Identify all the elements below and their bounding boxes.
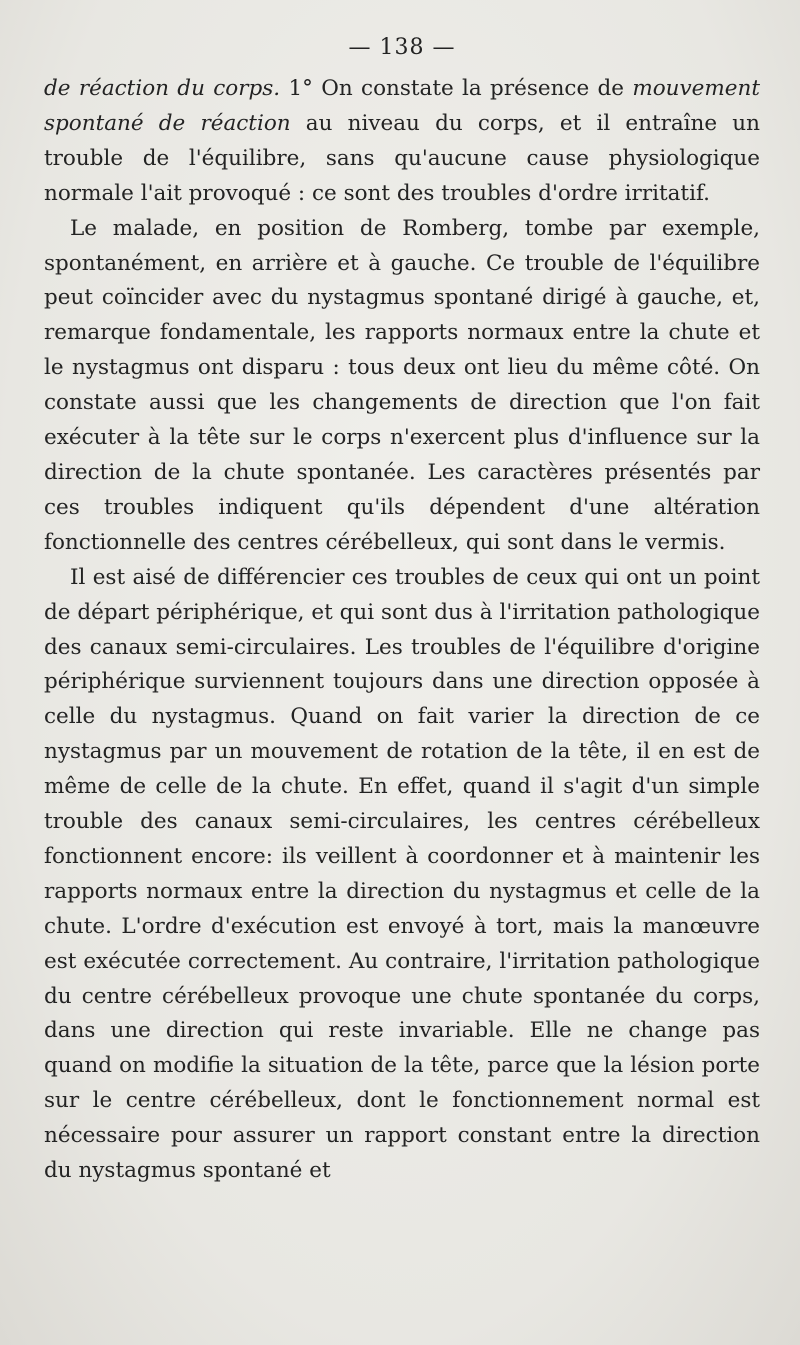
text-segment: mouvement spontané de réaction bbox=[44, 76, 760, 136]
paragraph-3 bbox=[44, 561, 760, 1189]
text-segment: de réaction du corps. bbox=[44, 76, 281, 101]
text-segment: Le malade, en position de Romberg, tombe par exemple, spontanément, en arrière et à gauche. Ce trouble de l'équilibre peut coïncider avec du nystagmus spontané dirigé à gauche, et, remarque fondamentale, les rapports normaux entre la chute et le nystagmus ont disparu : tous deux ont lieu du même côté. On constate aussi que les changements de direction que l'on fait exécuter à la tête sur le corps n'exercent plus d'influence sur la direction de la chute spontanée. Les caractères présentés par ces troubles indiquent qu'ils dépendent d'une altération fonctionnelle des centres cérébelleux, qui sont dans le vermis. bbox=[44, 215, 760, 555]
text-segment: au niveau du corps, et il entraîne un trouble de l'équilibre, sans qu'aucune cause physiologique normale l'ait provoqué : ce sont des troubles d'ordre irritatif. bbox=[44, 110, 760, 206]
text-segment: Il est aisé de différencier ces troubles de ceux qui ont un point de départ périphérique, et qui sont dus à l'irritation pathologique des canaux semi-circulaires. Les troubles de l'équilibre d'origine périphérique surviennent toujours dans une direction opposée à celle du nystagmus. Quand on fait varier la direction de ce nystagmus par un mouvement de rotation de la tête, il en est de même de celle de la chute. En effet, quand il s'agit d'un simple trouble des canaux semi-circulaires, les centres cérébelleux fonctionnent encore: ils veillent à coordonner et à maintenir les rapports normaux entre la direction du nystagmus et celle de la chute. L'ordre d'exécution est envoyé à tort, mais la manœuvre est exécutée correctement. Au contraire, l'irritation pathologique du centre cérébelleux provoque une chute spontanée du corps, dans une direction qui reste invariable. Elle ne change pas quand on modifie la situation de la tête, parce que la lésion porte sur le centre cérébelleux, dont le fonctionnement normal est nécessaire pour assurer un rapport constant entre la direction du nystagmus spontané et bbox=[44, 564, 760, 1184]
page-number: — 138 — bbox=[348, 35, 456, 60]
text-segment: 1° On constate la présence de bbox=[280, 76, 633, 101]
paragraph-2 bbox=[44, 212, 760, 561]
body-text bbox=[44, 72, 760, 1189]
paragraph-1 bbox=[44, 72, 760, 212]
